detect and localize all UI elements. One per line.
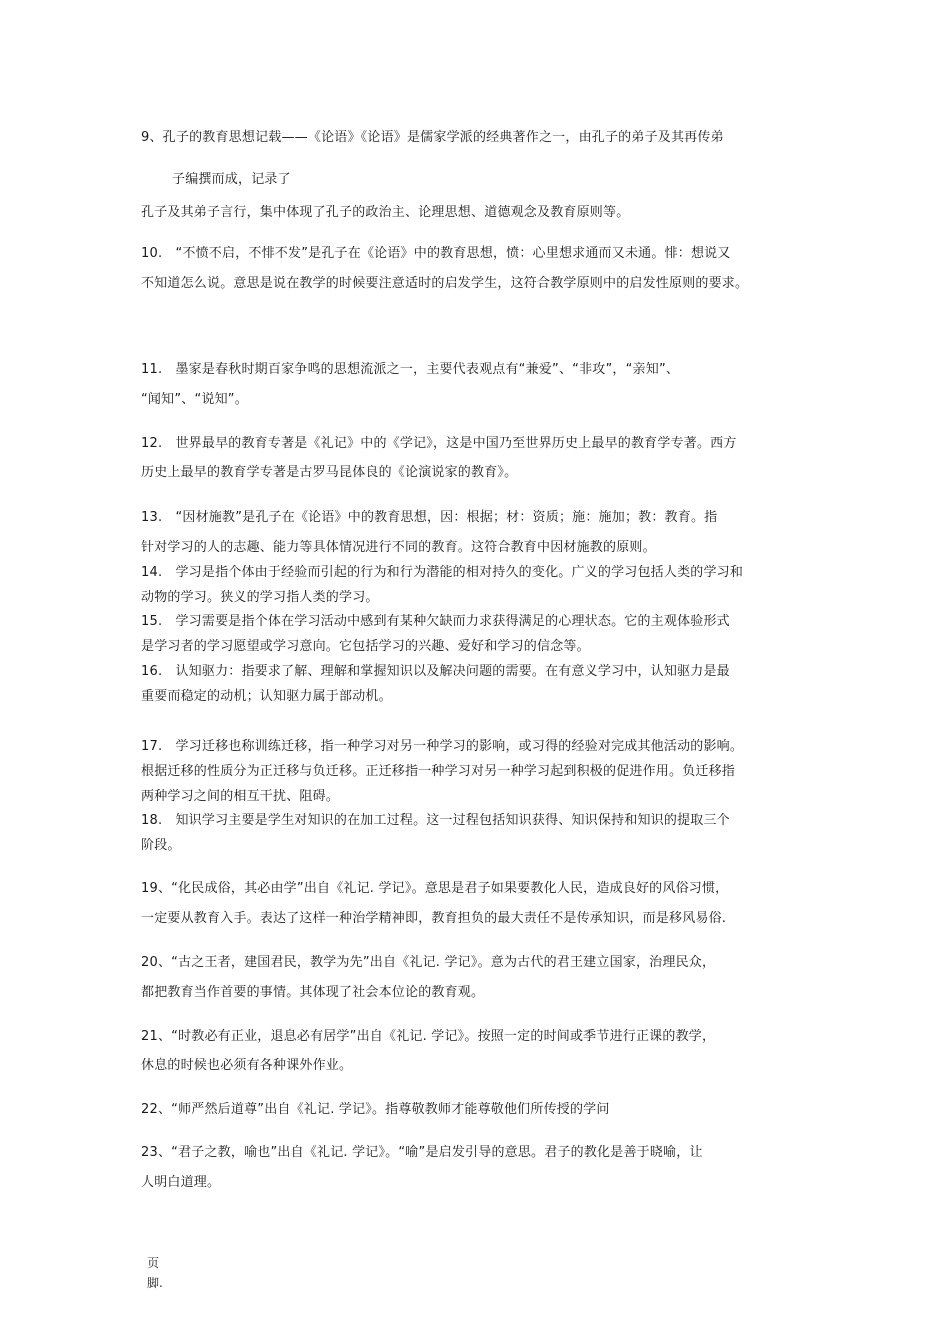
paragraph-19-line-1: 19、“化民成俗，其必由学”出自《礼记. 学记》。意思是君子如果要教化人民，造成良好的风俗习惯， [141,881,729,896]
paragraph-13-line-1: 13. “因材施教”是孔子在《论语》中的教育思想，因：根据；材：资质；施：施加；教：教育。指 [141,510,718,525]
paragraph-20-line-1: 20、“古之王者，建国君民，教学为先”出自《礼记. 学记》。意为古代的君王建立国家，治理民众， [141,955,716,970]
paragraph-23-line-2: 人明白道理。 [141,1175,221,1190]
paragraph-13-line-2: 针对学习的人的志趣、能力等具体情况进行不同的教育。这符合教育中因材施教的原则。 [141,540,656,555]
paragraph-22-line-1: 22、“师严然后道尊”出自《礼记. 学记》。指尊敬教师才能尊敬他们所传授的学问 [141,1102,610,1117]
paragraph-19-line-2: 一定要从教育入手。表达了这样一种治学精神即，教育担负的最大责任不是传承知识，而是移风易俗. [141,911,727,926]
page-footer-line-2: 脚. [147,1276,163,1290]
paragraph-14-line-2: 动物的学习。狭义的学习指人类的学习。 [141,590,379,605]
paragraph-16-line-1: 16. 认知驱力：指要求了解、理解和掌握知识以及解决问题的需要。在有意义学习中，认知驱力是最 [141,664,730,679]
paragraph-12-line-1: 12. 世界最早的教育专著是《礼记》中的《学记》，这是中国乃至世界历史上最早的教育学专著。西方 [141,436,737,451]
paragraph-9-line-3: 孔子及其弟子言行，集中体现了孔子的政治主、论理思想、道德观念及教育原则等。 [141,205,630,220]
paragraph-21-line-2: 休息的时候也必须有各种课外作业。 [141,1058,353,1073]
paragraph-11-line-2: “闻知”、“说知”。 [141,392,248,407]
paragraph-10-line-1: 10. “不愤不启，不悱不发”是孔子在《论语》中的教育思想，愤：心里想求通而又未通。悱：想说又 [141,246,731,261]
paragraph-17-line-2: 根据迁移的性质分为正迁移与负迁移。正迁移指一种学习对另一种学习起到积极的促进作用。负迁移指 [141,764,736,779]
paragraph-10-line-2: 不知道怎么说。意思是说在教学的时候要注意适时的启发学生，这符合教学原则中的启发性原则的要求。 [141,276,749,291]
paragraph-18-line-1: 18. 知识学习主要是学生对知识的在加工过程。这一过程包括知识获得、知识保持和知识的提取三个 [141,813,730,828]
paragraph-15-line-2: 是学习者的学习愿望或学习意向。它包括学习的兴趣、爱好和学习的信念等。 [141,639,590,654]
paragraph-14-line-1: 14. 学习是指个体由于经验而引起的行为和行为潜能的相对持久的变化。广义的学习包括人类的学习和 [141,565,744,580]
paragraph-21-line-1: 21、“时教必有正业，退息必有居学”出自《礼记. 学记》。按照一定的时间或季节进行正课的教学， [141,1029,716,1044]
paragraph-12-line-2: 历史上最早的教育学专著是古罗马昆体良的《论演说家的教育》。 [141,465,518,480]
paragraph-11-line-1: 11. 墨家是春秋时期百家争鸣的思想流派之一，主要代表观点有“兼爱”、“非攻”，“亲知”、 [141,362,680,377]
paragraph-20-line-2: 都把教育当作首要的事情。其体现了社会本位论的教育观。 [141,985,485,1000]
paragraph-16-line-2: 重要而稳定的动机；认知驱力属于部动机。 [141,689,392,704]
paragraph-9-line-1: 9、孔子的教育思想记载——《论语》《论语》是儒家学派的经典著作之一，由孔子的弟子及其再传弟 [141,130,724,145]
paragraph-17-line-1: 17. 学习迁移也称训练迁移，指一种学习对另一种学习的影响，或习得的经验对完成其他活动的影响。 [141,739,744,754]
paragraph-9-line-2: 子编撰而成，记录了 [172,172,291,187]
paragraph-23-line-1: 23、“君子之教，喻也”出自《礼记. 学记》。“喻”是启发引导的意思。君子的教化是善于晓喻，让 [141,1145,703,1160]
page-footer-line-1: 页 [147,1256,160,1270]
paragraph-18-line-2: 阶段。 [141,838,181,853]
paragraph-17-line-3: 两种学习之间的相互干扰、阻碍。 [141,789,340,804]
paragraph-15-line-1: 15. 学习需要是指个体在学习活动中感到有某种欠缺而力求获得满足的心理状态。它的主观体验形式 [141,614,730,629]
